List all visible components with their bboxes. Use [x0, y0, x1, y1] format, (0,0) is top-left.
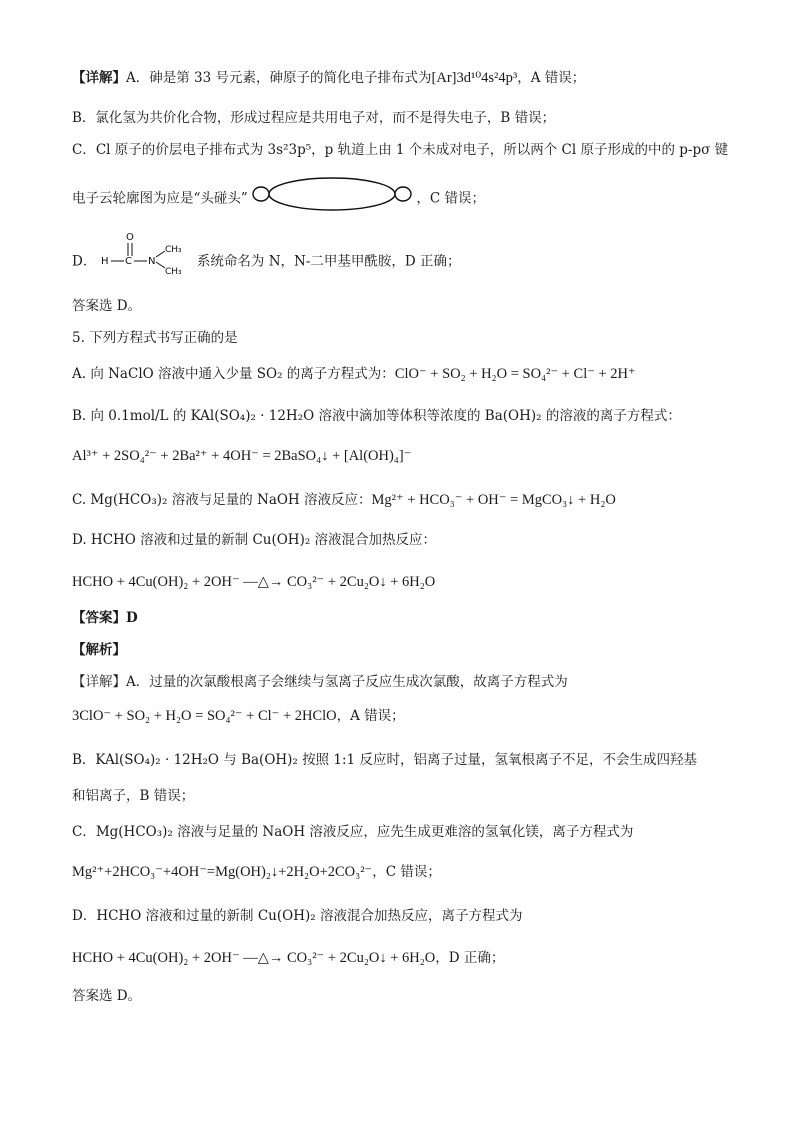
p2-d-end: ，D 正确； — [435, 950, 505, 966]
p2-d-eq: HCHO + 4Cu(OH)₂ + 2OH⁻ —△→ CO₃²⁻ + 2Cu₂O↓ + 6H₂O — [72, 950, 436, 966]
p1-line-b — [72, 108, 734, 128]
p2-a-text: 【详解】A．过量的次氯酸根离子会继续与氢离子反应生成次氯酸，故离子方程式为 — [72, 674, 568, 690]
q5-d-text: D. HCHO 溶液和过量的新制 Cu(OH)₂ 溶液混合加热反应： — [72, 532, 437, 548]
q5-c-eq: Mg²⁺ + HCO₃⁻ + OH⁻ = MgCO₃↓ + H₂O — [371, 492, 616, 508]
p2-c-text: C．Mg(HCO₃)₂ 溶液与足量的 NaOH 溶液反应，应先生成更难溶的氢氧化镁，离子方程式为 — [72, 824, 634, 840]
p2-line-a-eq — [72, 706, 734, 726]
p1-c-text2: 电子云轮廓图为应是“头碰头” — [72, 190, 248, 207]
q5-option-a — [72, 364, 734, 384]
q5-stem-text: 5. 下列方程式书写正确的是 — [72, 330, 238, 346]
q5-option-b — [72, 406, 734, 426]
q5-a-text: A. 向 NaClO 溶液中通入少量 SO₂ 的离子方程式为： — [72, 366, 395, 382]
q5-d-eq: HCHO + 4Cu(OH)₂ + 2OH⁻ —△→ CO₃²⁻ + 2Cu₂O↓ + 6H₂O — [72, 574, 436, 590]
q5-c-text: C. Mg(HCO₃)₂ 溶液与足量的 NaOH 溶液反应： — [72, 492, 372, 508]
p1-a-text1: A．砷是第 33 号元素，砷原子的简化电子排布式为 — [126, 70, 432, 86]
p1-b-text: B．氯化氢为共价化合物，形成过程应是共用电子对，而不是得失电子，B 错误； — [72, 110, 556, 126]
q5-option-b-eq — [72, 446, 734, 466]
q5-option-d-eq — [72, 572, 734, 592]
q5-a-eq: ClO⁻ + SO₂ + H₂O = SO₄²⁻ + Cl⁻ + 2H⁺ — [394, 366, 636, 382]
p2-b-text2: 和铝离子，B 错误； — [72, 788, 195, 804]
p1-line-c2 — [72, 186, 734, 212]
p2-line-b1 — [72, 750, 734, 770]
left-small-lobe — [253, 187, 269, 201]
p2-b-text1: B．KAl(SO₄)₂ · 12H₂O 与 Ba(OH)₂ 按照 1:1 反应时，铝离子过量，氢氧根离子不足，不会生成四羟基 — [72, 752, 697, 768]
methyl-bottom: CH₃ — [164, 267, 182, 276]
p1-answer — [72, 296, 734, 316]
right-small-lobe — [395, 187, 411, 201]
p2-line-d — [72, 906, 734, 926]
q5-b-text: B. 向 0.1mol/L 的 KAl(SO₄)₂ · 12H₂O 溶液中滴加等体积等浓度的 Ba(OH)₂ 的溶液的离子方程式： — [72, 408, 681, 424]
p2-c-eq: Mg²⁺+2HCO₃⁻+4OH⁻=Mg(OH)₂↓+2H₂O+2CO₃²⁻ — [72, 864, 373, 880]
p1-c-text1: C．Cl 原子的价层电子排布式为 3s²3p⁵，p 轨道上由 1 个未成对电子，所以两个 Cl 原子形成的中的 p-pσ 键 — [72, 142, 729, 158]
bond-n-ch3-bottom — [156, 262, 165, 268]
p2-c-end: ，C 错误； — [372, 864, 441, 880]
dmf-structure-diagram — [101, 230, 193, 276]
p2-answer-text: 答案选 D。 — [72, 988, 142, 1004]
p1-line-a — [72, 68, 734, 88]
p1-line-c1 — [72, 140, 734, 160]
detail-tag: 【详解】 — [72, 70, 126, 86]
p2-line-c-eq — [72, 862, 734, 882]
q5-analysis-label: 【解析】 — [72, 642, 126, 658]
methyl-top: CH₃ — [164, 245, 182, 255]
q5-b-eq: Al³⁺ + 2SO₄²⁻ + 2Ba²⁺ + 4OH⁻ = 2BaSO₄↓ + [Al(OH)₄]⁻ — [72, 448, 412, 464]
central-overlap-lobe — [269, 178, 395, 210]
p1-d-text: 系统命名为 N，N-二甲基甲酰胺，D 正确； — [196, 253, 461, 270]
q5-option-d — [72, 530, 734, 550]
p1-answer-text: 答案选 D。 — [72, 298, 142, 314]
atom-o: O — [125, 232, 134, 243]
p2-line-d-eq — [72, 948, 734, 968]
p2-answer — [72, 986, 734, 1006]
atom-c: C — [124, 256, 132, 267]
p2-line-a — [72, 672, 734, 692]
atom-h: H — [100, 256, 109, 267]
p1-a-text2: ，A 错误； — [517, 70, 586, 86]
bond-n-ch3-top — [156, 251, 165, 257]
q5-stem — [72, 328, 734, 348]
p1-a-config: [Ar]3d¹⁰4s²4p³ — [431, 70, 518, 86]
p2-a-end: ，A 错误； — [336, 708, 405, 724]
atom-n: N — [147, 256, 156, 267]
sigma-bond-orbital-diagram — [252, 176, 412, 212]
q5-analysis — [72, 640, 734, 660]
q5-option-c — [72, 490, 734, 510]
p2-a-eq: 3ClO⁻ + SO₂ + H₂O = SO₄²⁻ + Cl⁻ + 2HClO — [72, 708, 337, 724]
q5-answer-label: 【答案】D — [72, 610, 138, 626]
p1-c-text3: ，C 错误； — [416, 190, 486, 207]
p1-d-prefix: D． — [72, 253, 97, 270]
p2-line-b2 — [72, 786, 734, 806]
p2-d-text: D．HCHO 溶液和过量的新制 Cu(OH)₂ 溶液混合加热反应，离子方程式为 — [72, 908, 523, 924]
p2-line-c — [72, 822, 734, 842]
p1-line-d — [72, 232, 734, 276]
q5-answer — [72, 608, 734, 628]
